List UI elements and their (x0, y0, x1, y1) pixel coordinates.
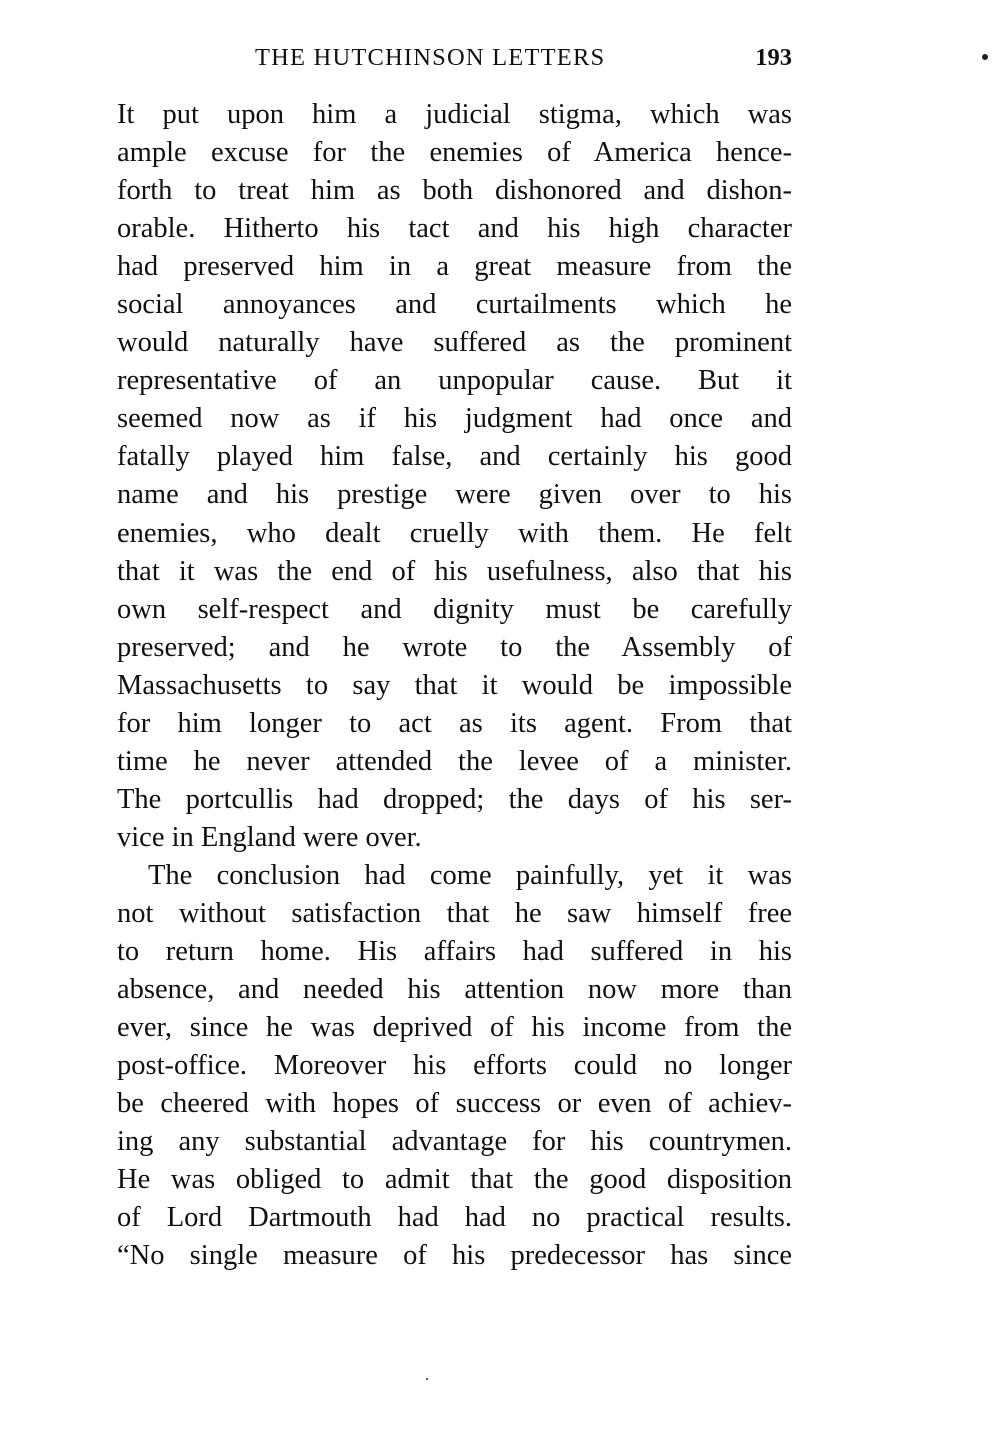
page-header (117, 40, 792, 76)
text-line: forth to treat him as both dishonored and dishon- (117, 175, 792, 207)
bottom-speck-mark (426, 1378, 428, 1380)
text-line: social annoyances and curtailments which he (117, 289, 792, 321)
text-line: ing any substantial advantage for his countrymen. (117, 1126, 792, 1158)
text-line: that it was the end of his usefulness, also that his (117, 555, 792, 587)
text-line: He was obliged to admit that the good disposition (117, 1164, 792, 1196)
text-line: The portcullis had dropped; the days of his ser- (117, 783, 792, 815)
text-line: “No single measure of his predecessor has since (117, 1240, 792, 1272)
text-line: of Lord Dartmouth had had no practical results. (117, 1202, 792, 1234)
running-head: THE HUTCHINSON LETTERS (255, 44, 606, 71)
text-line: seemed now as if his judgment had once and (117, 403, 792, 435)
text-line: time he never attended the levee of a minister. (117, 745, 792, 777)
text-line: had preserved him in a great measure from the (117, 251, 792, 283)
text-line: preserved; and he wrote to the Assembly of (117, 631, 792, 663)
text-line: name and his prestige were given over to his (117, 479, 792, 511)
text-line-paragraph-start: The conclusion had come painfully, yet it was (148, 859, 792, 891)
text-line-paragraph-end: vice in England were over. (117, 821, 422, 853)
text-line: absence, and needed his attention now more than (117, 974, 792, 1006)
text-line: fatally played him false, and certainly his good (117, 441, 792, 473)
text-line: post-office. Moreover his efforts could no longer (117, 1050, 792, 1082)
text-line: orable. Hitherto his tact and his high character (117, 213, 792, 245)
text-line: for him longer to act as its agent. From that (117, 707, 792, 739)
text-line: representative of an unpopular cause. But it (117, 365, 792, 397)
text-line: to return home. His affairs had suffered in his (117, 936, 792, 968)
text-line: would naturally have suffered as the prominent (117, 327, 792, 359)
text-line: Massachusetts to say that it would be impossible (117, 669, 792, 701)
margin-speck-mark (982, 54, 988, 60)
text-line: not without satisfaction that he saw himself free (117, 897, 792, 929)
text-line: It put upon him a judicial stigma, which was (117, 99, 792, 130)
text-line: enemies, who dealt cruelly with them. He felt (117, 517, 792, 549)
text-line: own self-respect and dignity must be carefully (117, 593, 792, 625)
text-line: be cheered with hopes of success or even of achiev- (117, 1088, 792, 1120)
page-number: 193 (755, 44, 792, 71)
text-line: ever, since he was deprived of his income from the (117, 1012, 792, 1044)
body-text (117, 96, 792, 1275)
text-line: ample excuse for the enemies of America hence- (117, 137, 792, 169)
